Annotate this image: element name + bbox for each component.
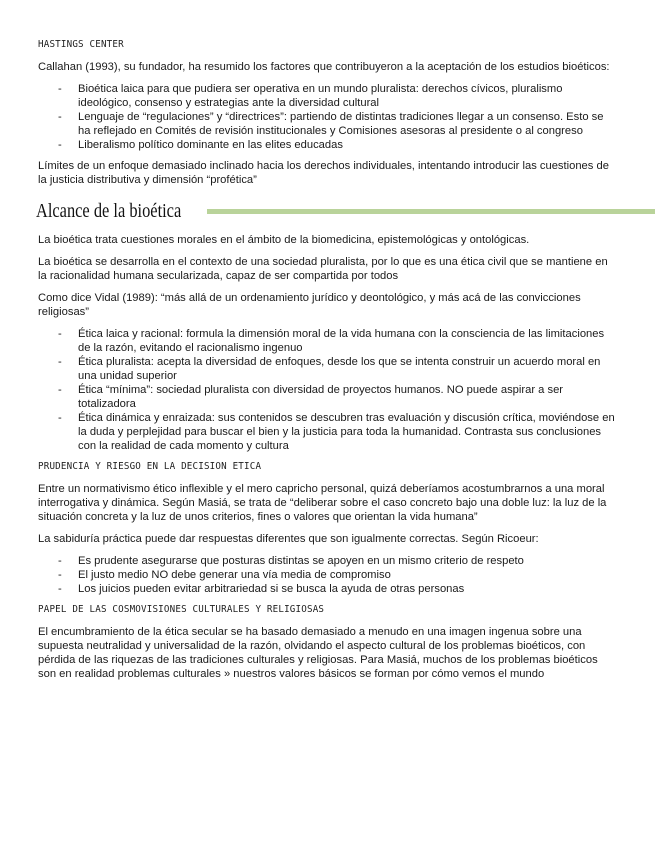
list-item: - Liberalismo político dominante en las elites educadas (58, 138, 615, 152)
prudencia-paragraph-2: La sabiduría práctica puede dar respuestas diferentes que son igualmente correctas. Según Ricoeur: (38, 533, 539, 545)
papel-paragraph-1: El encumbramiento de la ética secular se ha basado demasiado a menudo en una imagen ingenua sobre una supuesta neutralidad y universalidad de la razón, olvidando el aspecto cultural de los problemas bioéticos, con pérdida de las riquezas de las tradiciones culturales y religiosas. Para Masiá, muchos de los problemas bioéticos son en realidad problemas culturales » nuestros valores básicos se forman por cómo vemos el mundo (38, 626, 598, 680)
hastings-heading: HASTINGS CENTER (38, 39, 124, 50)
prudencia-list (38, 554, 615, 596)
list-item: - Ética “mínima”: sociedad pluralista con diversidad de proyectos humanos. NO puede aspirar a ser totalizadora (58, 383, 615, 411)
list-item: - Los juicios pueden evitar arbitrariedad si se busca la ayuda de otras personas (58, 582, 615, 596)
list-item: - El justo medio NO debe generar una vía media de compromiso (58, 568, 615, 582)
hastings-intro: Callahan (1993), su fundador, ha resumido los factores que contribuyeron a la aceptación de los estudios bioéticos: (38, 61, 610, 73)
list-item: - Lenguaje de “regulaciones” y “directrices”: partiendo de distintas tradiciones llegar a un consenso. Esto se ha reflejado en Comités de revisión institucionales y Comisiones asesoras al presidente o al congreso (58, 110, 615, 138)
alcance-paragraph-2: La bioética se desarrolla en el contexto de una sociedad pluralista, por lo que es una ética civil que se mantiene en la racionalidad humana secularizada, capaz de ser compartida por todos (38, 256, 608, 282)
list-item: - Bioética laica para que pudiera ser operativa en un mundo pluralista: derechos cívicos, pluralismo ideológico, consenso y estrategias ante la diversidad cultural (58, 82, 615, 110)
list-item: - Ética laica y racional: formula la dimensión moral de la vida humana con la consciencia de las limitaciones de la razón, evitando el racionalismo ingenuo (58, 327, 615, 355)
alcance-paragraph-3: Como dice Vidal (1989): “más allá de un ordenamiento jurídico y deontológico, y más acá de las convicciones religiosas” (38, 292, 581, 318)
hastings-limits: Límites de un enfoque demasiado inclinado hacia los derechos individuales, intentando introducir las cuestiones de la justicia distributiva y dimensión “profética” (38, 160, 609, 186)
prudencia-heading: PRUDENCIA Y RIESGO EN LA DECISION ETICA (38, 461, 262, 472)
alcance-paragraph-1: La bioética trata cuestiones morales en el ámbito de la biomedicina, epistemológicas y ontológicas. (38, 234, 530, 246)
section-title-text: Alcance de la bioética (36, 200, 182, 222)
papel-heading: PAPEL DE LAS COSMOVISIONES CULTURALES Y RELIGIOSAS (38, 604, 325, 615)
section-title-rule (207, 209, 655, 214)
section-title-alcance (36, 199, 615, 223)
list-item: - Ética pluralista: acepta la diversidad de enfoques, desde los que se intenta construir un acuerdo moral en una unidad superior (58, 355, 615, 383)
alcance-list (38, 327, 615, 453)
list-item: - Ética dinámica y enraizada: sus contenidos se descubren tras evaluación y discusión crítica, moviéndose en la duda y perplejidad para buscar el bien y la justicia para toda la humanidad. Contrasta sus conclusiones con la realidad de cada momento y cultura (58, 411, 615, 453)
list-item: - Es prudente asegurarse que posturas distintas se apoyen en un mismo criterio de respeto (58, 554, 615, 568)
hastings-list (38, 82, 615, 152)
prudencia-paragraph-1: Entre un normativismo ético inflexible y el mero capricho personal, quizá deberíamos acostumbrarnos a una moral interrogativa y dinámica. Según Masiá, se trata de “deliberar sobre el caso concreto bajo una doble luz: la luz de la situación concreta y la luz de unos criterios, fines o valores que orientan la vida humana” (38, 483, 607, 523)
